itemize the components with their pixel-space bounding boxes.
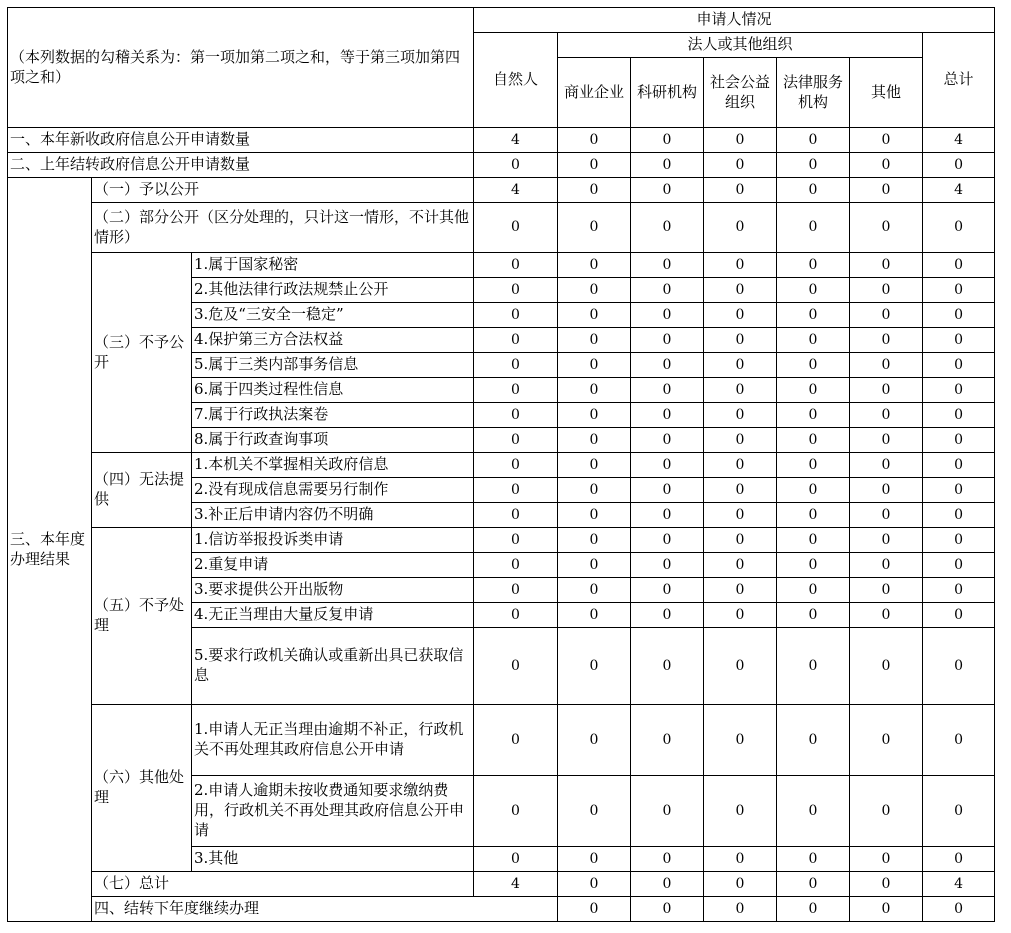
- cell-value: 0: [474, 278, 558, 303]
- header-other: 其他: [850, 58, 923, 128]
- cell-value: 0: [631, 253, 704, 278]
- cell-value: 0: [558, 528, 631, 553]
- cell-value: 0: [923, 278, 995, 303]
- cell-value: 0: [558, 403, 631, 428]
- cell-value: 0: [474, 847, 558, 872]
- row-label: 2.申请人逾期未按收费通知要求缴纳费用，行政机关不再处理其政府信息公开申请: [192, 776, 474, 847]
- cell-value: 0: [850, 353, 923, 378]
- cell-value: 0: [923, 403, 995, 428]
- cell-value: 0: [474, 578, 558, 603]
- cell-value: 0: [850, 328, 923, 353]
- cell-value: 0: [558, 628, 631, 705]
- cell-value: 0: [631, 528, 704, 553]
- cell-value: 0: [923, 378, 995, 403]
- cell-value: 0: [850, 428, 923, 453]
- group-label: （三）不予公开: [92, 253, 192, 453]
- row-label: 1.信访举报投诉类申请: [192, 528, 474, 553]
- cell-value: 0: [777, 153, 850, 178]
- cell-value: 0: [850, 628, 923, 705]
- cell-value: 0: [777, 528, 850, 553]
- row-label: 2.其他法律行政法规禁止公开: [192, 278, 474, 303]
- cell-value: 0: [631, 847, 704, 872]
- cell-value: 0: [850, 453, 923, 478]
- cell-value: 0: [923, 603, 995, 628]
- cell-value: 0: [558, 453, 631, 478]
- header-public-welfare: 社会公益组织: [704, 58, 777, 128]
- cell-value: 0: [558, 128, 631, 153]
- cell-value: 0: [777, 128, 850, 153]
- group-label: （四）无法提供: [92, 453, 192, 528]
- cell-value: 0: [558, 178, 631, 203]
- cell-value: 0: [923, 776, 995, 847]
- cell-value: 0: [558, 303, 631, 328]
- cell-value: 0: [631, 872, 704, 897]
- cell-value: 0: [777, 503, 850, 528]
- cell-value: 0: [631, 897, 704, 922]
- cell-value: 0: [850, 153, 923, 178]
- table-row: [8, 178, 995, 203]
- cell-value: 0: [850, 776, 923, 847]
- header-business: 商业企业: [558, 58, 631, 128]
- cell-value: 0: [850, 278, 923, 303]
- cell-value: 0: [704, 128, 777, 153]
- table-row: [8, 528, 995, 553]
- cell-value: 0: [558, 553, 631, 578]
- cell-value: 0: [777, 428, 850, 453]
- group-label: （六）其他处理: [92, 705, 192, 872]
- cell-value: 0: [631, 353, 704, 378]
- table-row: [8, 897, 995, 922]
- cell-value: 0: [850, 178, 923, 203]
- cell-value: 0: [850, 503, 923, 528]
- header-legal-group: 法人或其他组织: [558, 33, 923, 58]
- row-label: 1.属于国家秘密: [192, 253, 474, 278]
- cell-value: 0: [777, 453, 850, 478]
- cell-value: 0: [777, 776, 850, 847]
- cell-value: 0: [631, 378, 704, 403]
- row-label: （七）总计: [92, 872, 474, 897]
- cell-value: 0: [923, 897, 995, 922]
- cell-value: 0: [777, 628, 850, 705]
- row-label: 3.要求提供公开出版物: [192, 578, 474, 603]
- cell-value: 0: [850, 128, 923, 153]
- row-label: 一、本年新收政府信息公开申请数量: [8, 128, 474, 153]
- cell-value: 0: [704, 603, 777, 628]
- header-research: 科研机构: [631, 58, 704, 128]
- row-label: 5.属于三类内部事务信息: [192, 353, 474, 378]
- header-legal-service: 法律服务机构: [777, 58, 850, 128]
- cell-value: 0: [631, 628, 704, 705]
- cell-value: 0: [923, 428, 995, 453]
- cell-value: 0: [704, 872, 777, 897]
- cell-value: 0: [850, 403, 923, 428]
- cell-value: 0: [704, 153, 777, 178]
- cell-value: 0: [850, 872, 923, 897]
- cell-value: 0: [631, 553, 704, 578]
- cell-value: 0: [704, 178, 777, 203]
- cell-value: 0: [704, 578, 777, 603]
- cell-value: 0: [631, 453, 704, 478]
- cell-value: 0: [558, 478, 631, 503]
- cell-value: 0: [923, 353, 995, 378]
- cell-value: 0: [474, 776, 558, 847]
- cell-value: 0: [631, 776, 704, 847]
- cell-value: 0: [558, 203, 631, 253]
- table-row: [8, 253, 995, 278]
- cell-value: 0: [474, 528, 558, 553]
- cell-value: 4: [923, 872, 995, 897]
- cell-value: 0: [704, 553, 777, 578]
- cell-value: 0: [850, 705, 923, 776]
- cell-value: 0: [558, 278, 631, 303]
- row-label: 6.属于四类过程性信息: [192, 378, 474, 403]
- cell-value: 0: [777, 303, 850, 328]
- cell-value: 0: [704, 403, 777, 428]
- cell-value: 0: [777, 378, 850, 403]
- row-label: 2.重复申请: [192, 553, 474, 578]
- cell-value: 0: [777, 578, 850, 603]
- cell-value: 4: [923, 178, 995, 203]
- cell-value: 0: [850, 253, 923, 278]
- cell-value: 0: [558, 897, 631, 922]
- cell-value: 0: [923, 478, 995, 503]
- cell-value: 0: [923, 303, 995, 328]
- cell-value: 0: [777, 897, 850, 922]
- cell-value: 0: [631, 328, 704, 353]
- cell-value: 0: [704, 253, 777, 278]
- cell-value: 0: [558, 428, 631, 453]
- cell-value: 0: [558, 328, 631, 353]
- header-applicant-info: 申请人情况: [474, 8, 995, 33]
- cell-value: 0: [558, 872, 631, 897]
- cell-value: 0: [631, 478, 704, 503]
- row-label: 3.危及“三安全一稳定”: [192, 303, 474, 328]
- cell-value: 0: [704, 453, 777, 478]
- cell-value: 0: [923, 578, 995, 603]
- cell-value: 0: [704, 847, 777, 872]
- cell-value: 0: [704, 328, 777, 353]
- row-label: 3.补正后申请内容仍不明确: [192, 503, 474, 528]
- cell-value: 0: [777, 705, 850, 776]
- cell-value: 0: [704, 478, 777, 503]
- cell-value: 0: [474, 378, 558, 403]
- cell-value: 0: [777, 253, 850, 278]
- cell-value: 0: [704, 503, 777, 528]
- cell-value: 0: [777, 403, 850, 428]
- row-label: 3.其他: [192, 847, 474, 872]
- cell-value: 0: [474, 303, 558, 328]
- table-row: [8, 453, 995, 478]
- cell-value: 0: [850, 478, 923, 503]
- cell-value: 0: [631, 705, 704, 776]
- cell-value: 4: [923, 128, 995, 153]
- row-label: 二、上年结转政府信息公开申请数量: [8, 153, 474, 178]
- table-row: [8, 128, 995, 153]
- cell-value: 0: [631, 503, 704, 528]
- cell-value: 4: [474, 178, 558, 203]
- cell-value: 0: [923, 503, 995, 528]
- cell-value: 0: [777, 603, 850, 628]
- cell-value: 0: [631, 278, 704, 303]
- cell-value: 0: [777, 328, 850, 353]
- cell-value: 0: [474, 403, 558, 428]
- cell-value: 0: [631, 128, 704, 153]
- cell-value: 0: [474, 705, 558, 776]
- cell-value: 0: [558, 847, 631, 872]
- cell-value: 0: [704, 378, 777, 403]
- cell-value: 0: [474, 428, 558, 453]
- table-row: [8, 705, 995, 776]
- cell-value: 0: [558, 705, 631, 776]
- cell-value: 0: [923, 847, 995, 872]
- section-3-label: 三、本年度办理结果: [8, 178, 92, 922]
- table-row: [8, 872, 995, 897]
- cell-value: 0: [777, 553, 850, 578]
- cell-value: 0: [474, 353, 558, 378]
- row-label: 4.保护第三方合法权益: [192, 328, 474, 353]
- cell-value: 0: [704, 353, 777, 378]
- cell-value: 0: [923, 453, 995, 478]
- cell-value: 0: [558, 578, 631, 603]
- cell-value: 0: [558, 253, 631, 278]
- cell-value: 0: [474, 553, 558, 578]
- cell-value: 0: [704, 897, 777, 922]
- row-label: 1.本机关不掌握相关政府信息: [192, 453, 474, 478]
- cell-value: 0: [777, 178, 850, 203]
- cell-value: 0: [923, 628, 995, 705]
- cell-value: 0: [850, 303, 923, 328]
- cell-value: 0: [474, 153, 558, 178]
- header-natural-person: 自然人: [474, 33, 558, 128]
- cell-value: 0: [850, 847, 923, 872]
- cell-value: 0: [474, 203, 558, 253]
- cell-value: 0: [631, 178, 704, 203]
- row-label: 4.无正当理由大量反复申请: [192, 603, 474, 628]
- row-label: （一）予以公开: [92, 178, 474, 203]
- cell-value: 0: [631, 403, 704, 428]
- cell-value: 0: [631, 578, 704, 603]
- cell-value: 0: [777, 203, 850, 253]
- cell-value: 0: [558, 603, 631, 628]
- cell-value: 0: [558, 353, 631, 378]
- cell-value: 0: [777, 278, 850, 303]
- cell-value: 0: [850, 578, 923, 603]
- cell-value: 4: [474, 128, 558, 153]
- cell-value: 0: [631, 303, 704, 328]
- cell-value: 0: [474, 603, 558, 628]
- cell-value: 0: [777, 847, 850, 872]
- cell-value: 0: [777, 353, 850, 378]
- cell-value: 0: [704, 203, 777, 253]
- cell-value: 0: [631, 203, 704, 253]
- cell-value: 0: [704, 628, 777, 705]
- cell-value: 0: [923, 528, 995, 553]
- cell-value: 0: [704, 528, 777, 553]
- cell-value: 0: [923, 253, 995, 278]
- cell-value: 0: [850, 897, 923, 922]
- cell-value: 0: [923, 705, 995, 776]
- row-label: 四、结转下年度继续办理: [92, 897, 558, 922]
- cell-value: 0: [474, 478, 558, 503]
- cell-value: 0: [558, 503, 631, 528]
- cell-value: 0: [850, 528, 923, 553]
- cell-value: 0: [474, 328, 558, 353]
- cell-value: 0: [704, 776, 777, 847]
- group-label: （五）不予处理: [92, 528, 192, 705]
- row-label: （二）部分公开（区分处理的，只计这一情形，不计其他情形）: [92, 203, 474, 253]
- header-total: 总计: [923, 33, 995, 128]
- cell-value: 0: [558, 378, 631, 403]
- cell-value: 0: [558, 776, 631, 847]
- cell-value: 0: [777, 478, 850, 503]
- cell-value: 0: [704, 278, 777, 303]
- cell-value: 0: [474, 253, 558, 278]
- cell-value: 4: [474, 872, 558, 897]
- cell-value: 0: [923, 328, 995, 353]
- cell-value: 0: [474, 503, 558, 528]
- cell-value: 0: [777, 872, 850, 897]
- gov-info-disclosure-table: [7, 7, 995, 922]
- row-label: 7.属于行政执法案卷: [192, 403, 474, 428]
- row-label: 1.申请人无正当理由逾期不补正，行政机关不再处理其政府信息公开申请: [192, 705, 474, 776]
- table-row: [8, 203, 995, 253]
- cell-value: 0: [850, 378, 923, 403]
- cell-value: 0: [923, 153, 995, 178]
- cell-value: 0: [631, 428, 704, 453]
- row-label: 8.属于行政查询事项: [192, 428, 474, 453]
- cell-value: 0: [850, 603, 923, 628]
- row-label: 5.要求行政机关确认或重新出具已获取信息: [192, 628, 474, 705]
- cell-value: 0: [558, 153, 631, 178]
- cell-value: 0: [474, 628, 558, 705]
- cell-value: 0: [704, 303, 777, 328]
- table-row: [8, 153, 995, 178]
- cell-value: 0: [704, 705, 777, 776]
- cell-value: 0: [850, 203, 923, 253]
- table-note: （本列数据的勾稽关系为：第一项加第二项之和，等于第三项加第四项之和）: [8, 8, 474, 128]
- cell-value: 0: [923, 203, 995, 253]
- cell-value: 0: [631, 603, 704, 628]
- row-label: 2.没有现成信息需要另行制作: [192, 478, 474, 503]
- cell-value: 0: [631, 153, 704, 178]
- cell-value: 0: [850, 553, 923, 578]
- cell-value: 0: [923, 553, 995, 578]
- cell-value: 0: [474, 453, 558, 478]
- cell-value: 0: [704, 428, 777, 453]
